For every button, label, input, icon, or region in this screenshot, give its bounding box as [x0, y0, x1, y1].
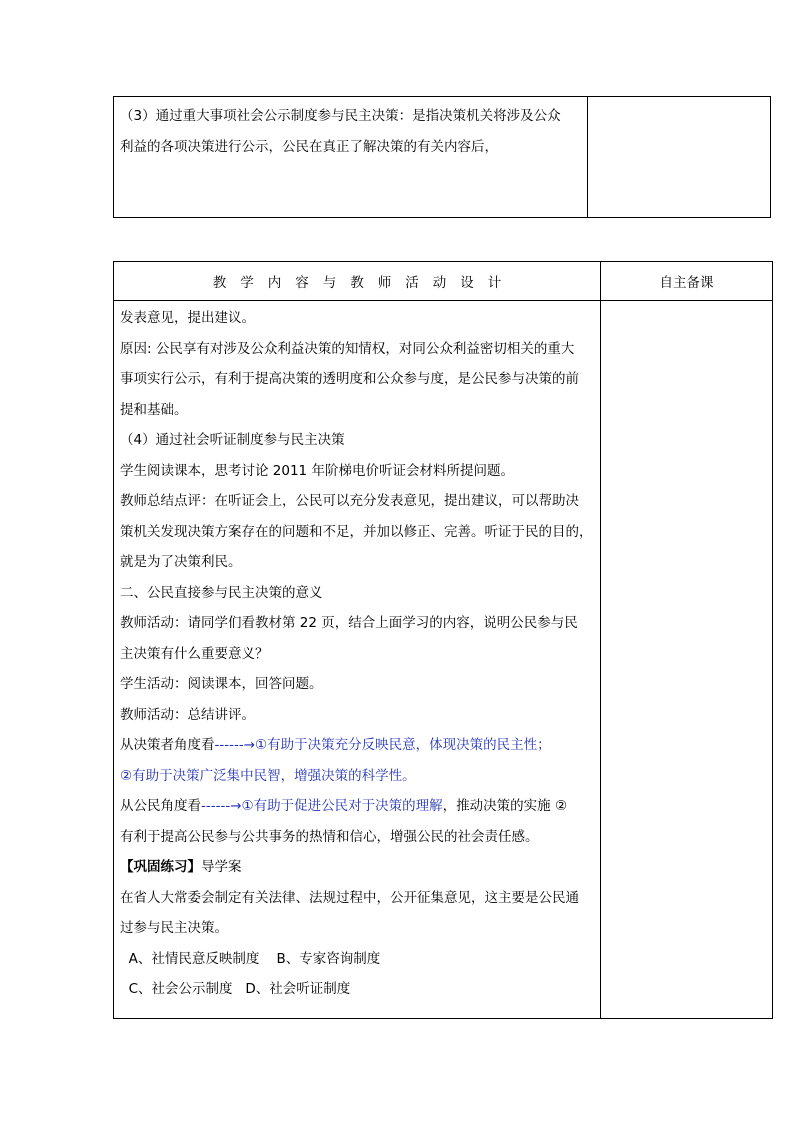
top-notes-cell	[588, 97, 771, 218]
text-line: 主决策有什么重要意义？	[120, 645, 269, 662]
text-line: 原因: 公民享有对涉及公众利益决策的知情权，对同公众利益密切相关的重大	[120, 340, 575, 357]
arrow-icon: ------→	[214, 737, 256, 753]
text-line: 教师活动：请同学们看教材第 22 页，结合上面学习的内容，说明公民参与民	[120, 615, 578, 631]
text-line: 策机关发现决策方案存在的问题和不足，并加以修正、完善。听证于民的目的，	[120, 523, 593, 540]
text-line: 学生活动：阅读课本，回答问题。	[120, 676, 323, 692]
text-line: 事项实行公示，有利于提高决策的透明度和公众参与度，是公民参与决策的前	[120, 371, 579, 387]
question-line: 在省人大常委会制定有关法律、法规过程中，公开征集意见，这主要是公民通	[120, 889, 579, 906]
text-line: ②有助于决策广泛集中民智，增强决策的科学性。	[120, 767, 416, 784]
decision-maker-point: ①有助于决策充分反映民意，体现决策的民主性；	[255, 737, 551, 753]
text-line: 有利于提高公民参与公共事务的热情和信心，增强公民的社会责任感。	[120, 828, 539, 845]
text-line	[120, 852, 594, 883]
option-line: A、社情民意反映制度 B、专家咨询制度	[120, 950, 381, 967]
citizen-point: ①有助于促进公民对于决策的理解	[241, 798, 443, 814]
header-self-prep: 自主备课	[601, 262, 773, 301]
text-line: （4）通过社会听证制度参与民主决策	[120, 432, 345, 448]
decision-maker-label: 从决策者角度看	[120, 737, 215, 753]
top-table	[113, 96, 771, 218]
text-line: （3）通过重大事项社会公示制度参与民主决策：是指决策机关将涉及公众	[120, 108, 561, 124]
question-line: 过参与民主决策。	[120, 920, 228, 936]
citizen-label: 从公民角度看	[120, 798, 201, 814]
section-heading: 二、公民直接参与民主决策的意义	[120, 584, 323, 601]
text-line: 学生阅读课本，思考讨论 2011 年阶梯电价听证会材料所提问题。	[120, 462, 514, 479]
self-prep-cell	[601, 301, 773, 1019]
top-content-cell	[114, 97, 588, 218]
arrow-icon: ------→	[201, 798, 242, 814]
text-line: 提和基础。	[120, 401, 188, 418]
text-line: 发表意见，提出建议。	[120, 310, 255, 326]
option-line: C、社会公示制度 D、社会听证制度	[120, 981, 351, 997]
text-line: 教师活动：总结讲评。	[120, 706, 255, 723]
text-line	[120, 730, 594, 761]
main-table	[113, 261, 773, 1019]
exercise-source: 导学案	[201, 859, 242, 875]
text-line: 就是为了决策利民。	[120, 554, 242, 570]
main-content-cell	[114, 301, 601, 1019]
text-line: 利益的各项决策进行公示，公民在真正了解决策的有关内容后，	[120, 138, 498, 155]
text-line	[120, 791, 594, 822]
citizen-point-rest: ，推动决策的实施 ②	[442, 798, 568, 814]
header-teaching-design: 教学内容与教师活动设计	[114, 262, 601, 301]
exercise-label: 【巩固练习】	[120, 859, 201, 875]
text-line: 教师总结点评：在听证会上，公民可以充分发表意见，提出建议，可以帮助决	[120, 493, 579, 509]
